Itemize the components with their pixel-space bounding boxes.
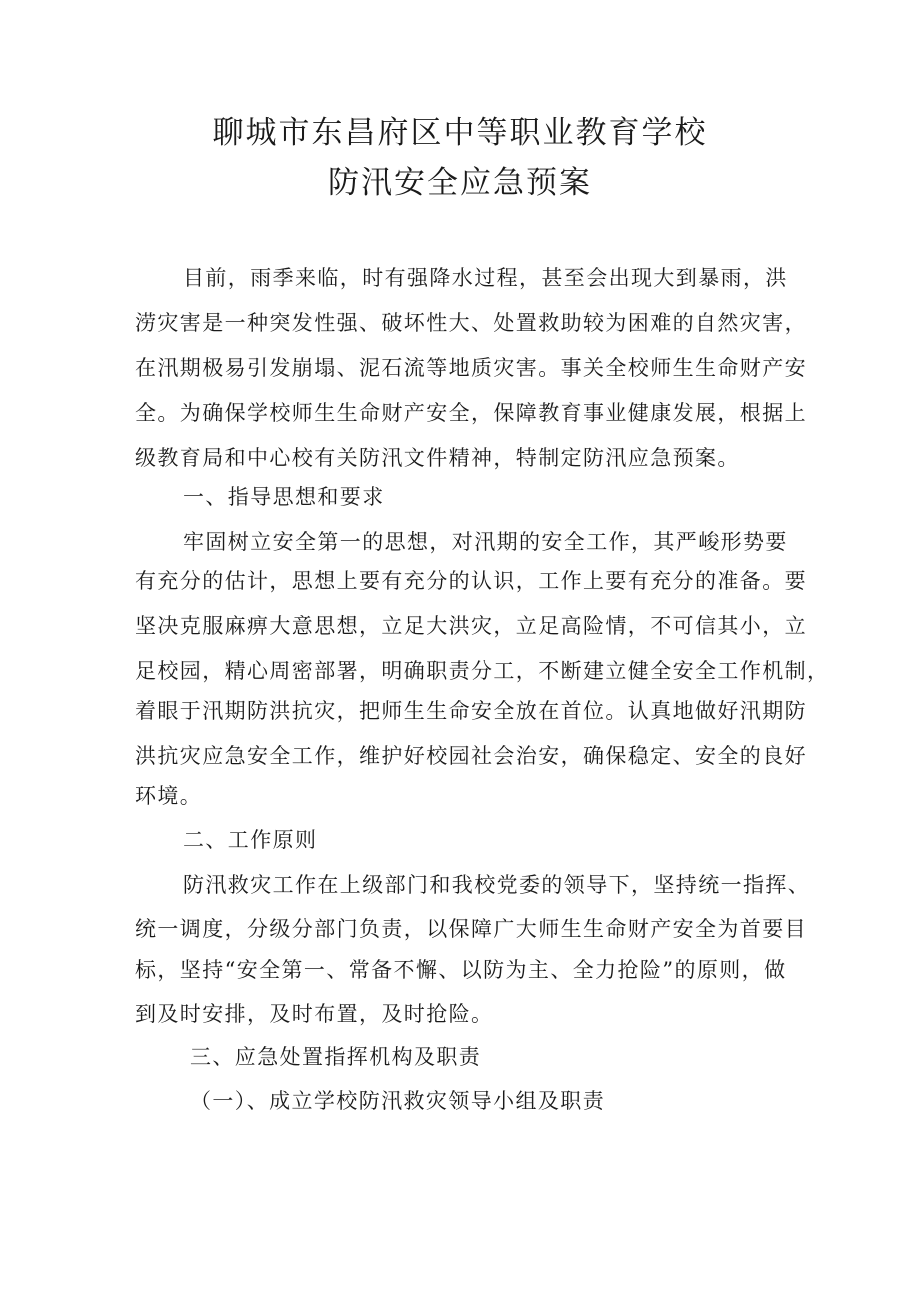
section-heading: 二、工作原则 [183, 828, 318, 852]
body-text-line: 到及时安排，及时布置，及时抢险。 [135, 1002, 494, 1026]
body-text-line: 坚决克服麻痹大意思想，立足大洪灾，立足高险情，不可信其小，立 [135, 614, 807, 638]
body-text-line: 标，坚持“安全第一、常备不懈、以防为主、全力抢险”的原则，做 [135, 958, 787, 982]
body-text-line: 环境。 [135, 784, 203, 808]
body-text-line: 涝灾害是一种突发性强、破坏性大、处置救助较为困难的自然灾害， [135, 311, 807, 335]
body-text-line: 全。为确保学校师生生命财产安全，保障教育事业健康发展，根据上 [135, 401, 807, 425]
body-text-line: 足校园，精心周密部署，明确职责分工，不断建立健全安全工作机制， [135, 659, 830, 683]
section-heading: 三、应急处置指挥机构及职责 [190, 1045, 482, 1069]
body-text-line: 着眼于汛期防洪抗灾，把师生生命安全放在首位。认真地做好汛期防 [135, 699, 807, 723]
document-title-line-2: 防汛安全应急预案 [328, 165, 592, 201]
document-title-line-1: 聊城市东昌府区中等职业教育学校 [212, 115, 708, 151]
section-heading: 一、指导思想和要求 [183, 485, 385, 509]
body-text-line: 级教育局和中心校有关防汛文件精神，特制定防汛应急预案。 [135, 446, 740, 470]
body-text-line: 统一调度，分级分部门负责，以保障广大师生生命财产安全为首要目 [135, 917, 807, 941]
body-text-line: 防汛救灾工作在上级部门和我校党委的领导下，坚持统一指挥、 [183, 873, 811, 897]
body-text-line: 牢固树立安全第一的思想，对汛期的安全工作，其严峻形势要 [183, 530, 788, 554]
body-text-line: 洪抗灾应急安全工作，维护好校园社会治安，确保稳定、安全的良好 [135, 744, 807, 768]
body-text-line: 在汛期极易引发崩塌、泥石流等地质灾害。事关全校师生生命财产安 [135, 356, 807, 380]
subsection-heading: （一）、成立学校防汛救灾领导小组及职责 [190, 1089, 606, 1113]
body-text-line: 目前，雨季来临，时有强降水过程，甚至会出现大到暴雨，洪 [183, 266, 788, 290]
body-text-line: 有充分的估计，思想上要有充分的认识，工作上要有充分的准备。要 [135, 569, 807, 593]
